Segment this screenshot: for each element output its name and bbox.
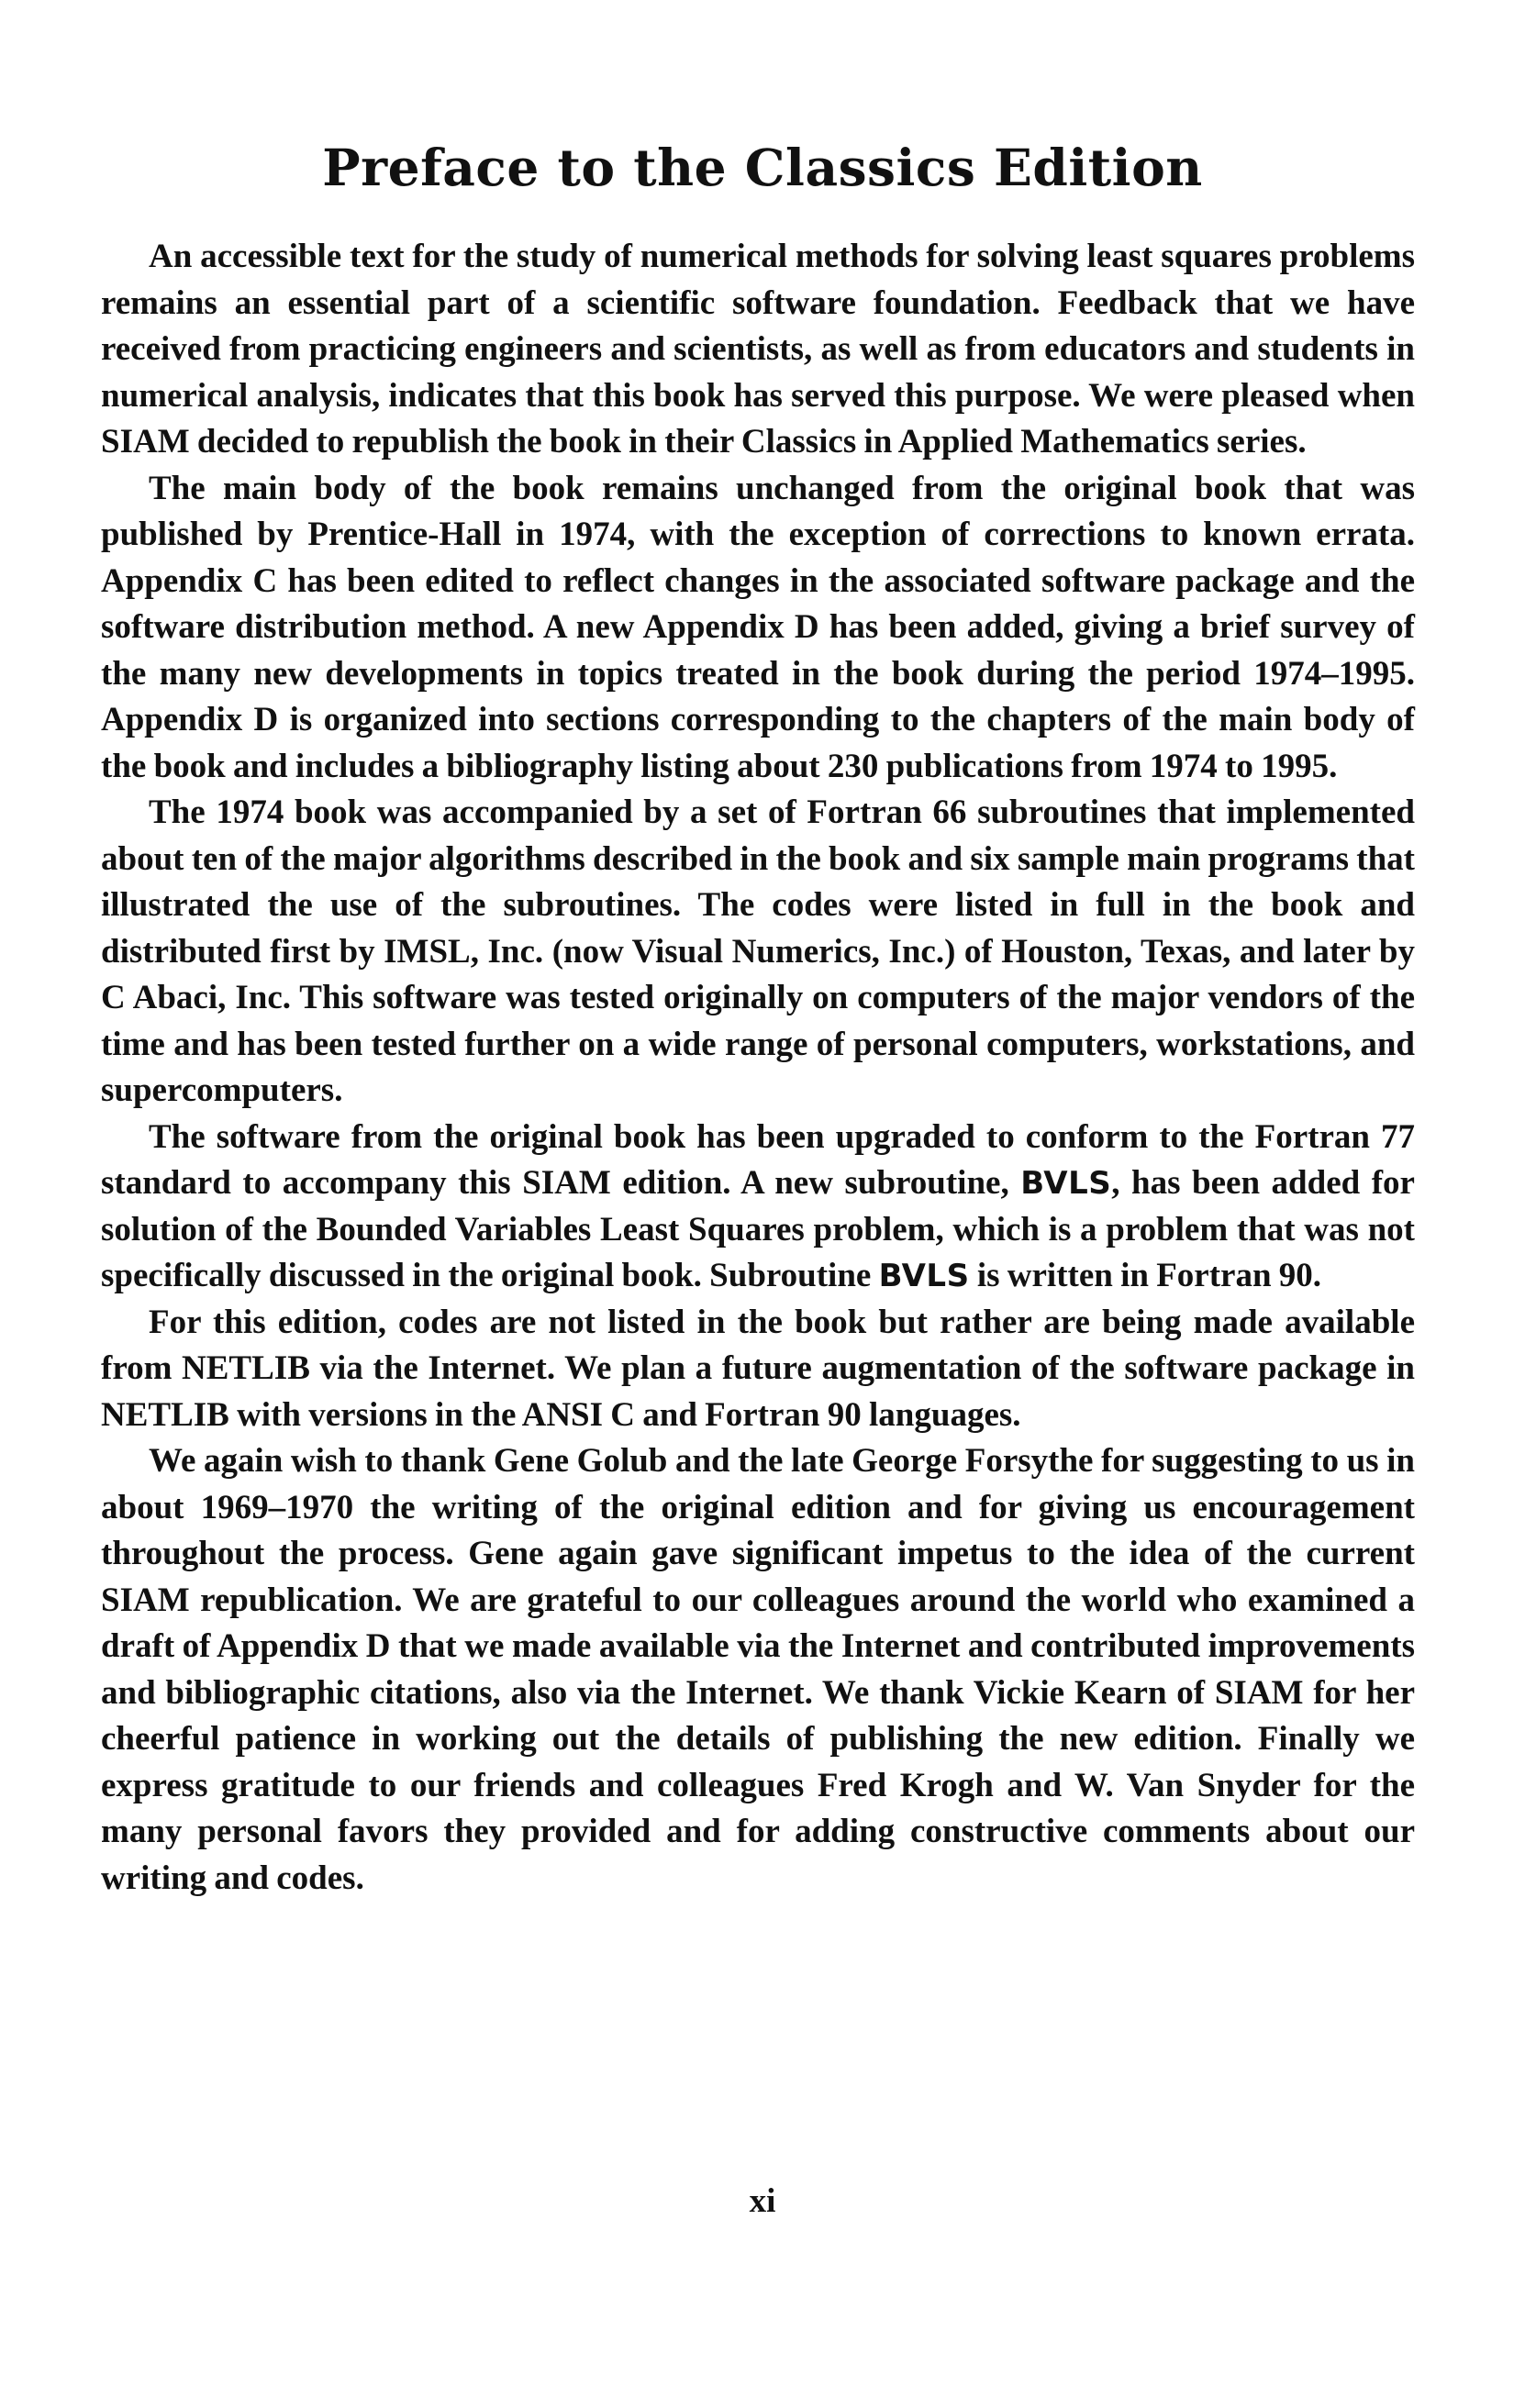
- paragraph-6: We again wish to thank Gene Golub and the late George Forsythe for suggesting to us in about 1969–1970 the writing of the original edition and for giving us encouragement throughout the process. Gene again gave significant impetus to the idea of the current SIAM republication. We are grateful to our colleagues around the world who examined a draft of Appendix D that we made available via the Internet and contributed improvements and bibliographic citations, also via the Internet. We thank Vickie Kearn of SIAM for her cheerful patience in working out the details of publishing the new edition. Finally we express gratitude to our friends and colleagues Fred Krogh and W. Van Snyder for the many personal favors they provided and for adding constructive comments about our writing and codes.: [101, 1442, 1415, 1897]
- paragraph-2: The main body of the book remains unchanged from the original book that was published by Prentice-Hall in 1974, with the exception of corrections to known errata. Appendix C has been edited to reflect changes in the associated software package and the software distribution method. A new Appendix D has been added, giving a brief survey of the many new developments in topics treated in the book during the period 1974–1995. Appendix D is organized into sections corresponding to the chapters of the main body of the book and includes a bibliography listing about 230 publications from 1974 to 1995.: [101, 469, 1415, 785]
- preface-body: [101, 234, 1415, 1902]
- paragraph-5: For this edition, codes are not listed in the book but rather are being made available from NETLIB via the Internet. We plan a future augmentation of the software package in NETLIB with versions in the ANSI C and Fortran 90 languages.: [101, 1303, 1415, 1434]
- page-title: Preface to the Classics Edition: [322, 138, 1203, 197]
- paragraph-4-text-1: The software from the original book has been upgraded to conform to the Fortran 77 standard to accompany this SIAM edition. A new subroutine,: [101, 1117, 1415, 1202]
- paragraph-3: The 1974 book was accompanied by a set of Fortran 66 subroutines that implemented about ten of the major algorithms described in the book and six sample main programs that illustrated the use of the subroutines. The codes were listed in full in the book and distributed first by IMSL, Inc. (now Visual Numerics, Inc.) of Houston, Texas, and later by C Abaci, Inc. This software was tested originally on computers of the major vendors of the time and has been tested further on a wide range of personal computers, workstations, and supercomputers.: [101, 793, 1415, 1109]
- bvls-code-name: BVLS: [878, 1258, 970, 1294]
- paragraph-4-text-3: is written in Fortran 90.: [969, 1257, 1322, 1294]
- paragraph-4: [101, 1115, 1415, 1300]
- paragraph-4-text-2: , has been added for solution of the Bounded Variables Least Squares problem, which is a problem that was not specifically discussed in the original book. Subroutine: [101, 1164, 1415, 1294]
- bvls-code-name: BVLS: [1020, 1165, 1112, 1202]
- paragraph-1: An accessible text for the study of numerical methods for solving least squares problems remains an essential part of a scientific software foundation. Feedback that we have received from practicing engineers and scientists, as well as from educators and students in numerical analysis, indicates that this book has served this purpose. We were pleased when SIAM decided to republish the book in their Classics in Applied Mathematics series.: [101, 238, 1415, 461]
- page-number: xi: [749, 2182, 776, 2220]
